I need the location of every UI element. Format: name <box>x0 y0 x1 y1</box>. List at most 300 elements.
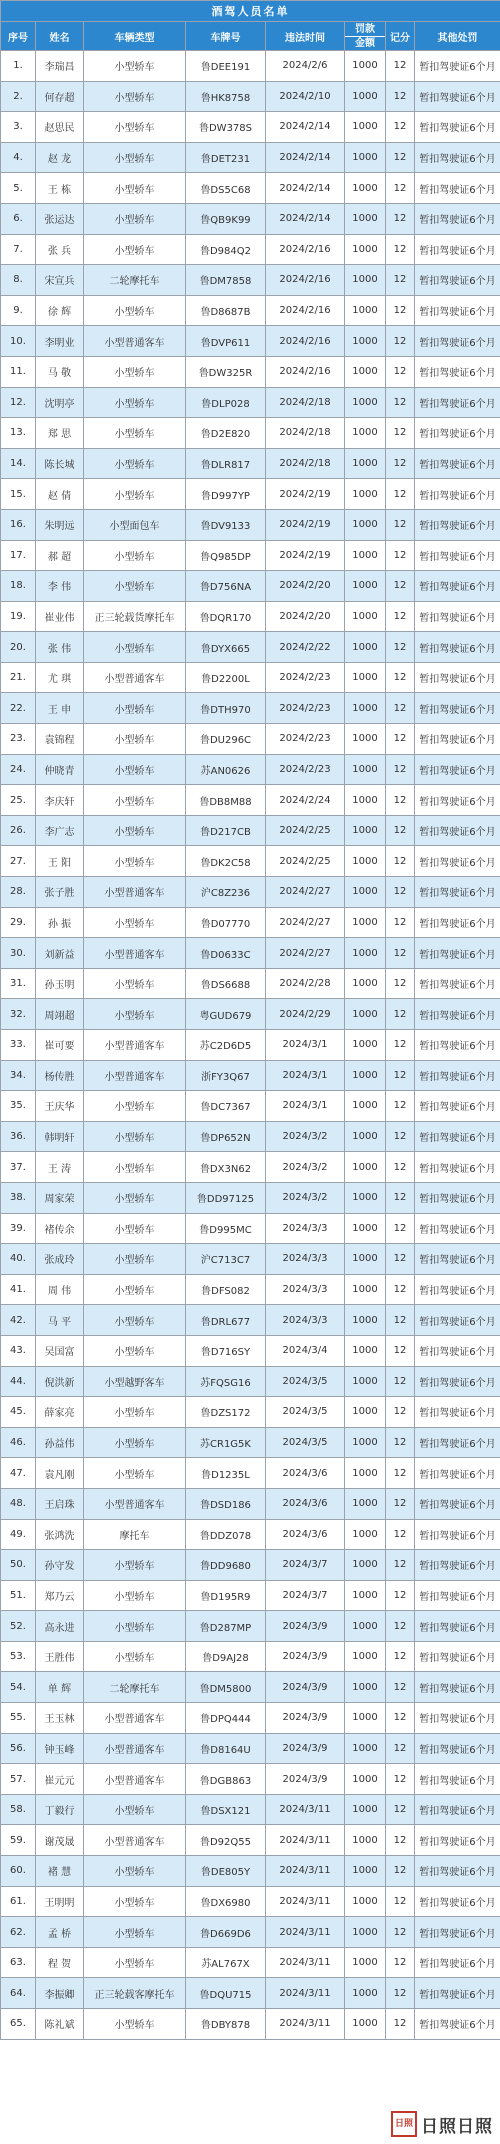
cell-vehicle-type: 小型普通客车 <box>84 1030 186 1061</box>
cell-fine: 1000 <box>345 1121 386 1152</box>
cell-plate: 鲁DC7367 <box>186 1091 266 1122</box>
cell-fine: 1000 <box>345 846 386 877</box>
table-row <box>1 1886 500 1917</box>
cell-points: 12 <box>386 1274 415 1305</box>
cell-vehicle-type: 小型轿车 <box>84 815 186 846</box>
cell-points: 12 <box>386 846 415 877</box>
cell-fine: 1000 <box>345 1060 386 1091</box>
cell-fine: 1000 <box>345 1917 386 1948</box>
cell-fine: 1000 <box>345 1580 386 1611</box>
cell-name: 宋宣兵 <box>36 265 84 296</box>
cell-other: 暂扣驾驶证6个月 <box>415 1458 500 1489</box>
cell-fine: 1000 <box>345 1611 386 1642</box>
cell-vehicle-type: 小型轿车 <box>84 1305 186 1336</box>
cell-name: 李庆轩 <box>36 785 84 816</box>
cell-no: 55. <box>1 1703 36 1734</box>
cell-fine: 1000 <box>345 1274 386 1305</box>
table-row <box>1 1672 500 1703</box>
cell-date: 2024/3/2 <box>266 1121 345 1152</box>
cell-date: 2024/3/11 <box>266 1886 345 1917</box>
header-no: 序号 <box>1 22 36 51</box>
cell-date: 2024/2/25 <box>266 846 345 877</box>
cell-no: 56. <box>1 1733 36 1764</box>
cell-other: 暂扣驾驶证6个月 <box>415 1121 500 1152</box>
cell-points: 12 <box>386 938 415 969</box>
cell-plate: 鲁D997YP <box>186 479 266 510</box>
cell-date: 2024/3/11 <box>266 1917 345 1948</box>
cell-name: 王启珠 <box>36 1488 84 1519</box>
cell-vehicle-type: 小型普通客车 <box>84 1703 186 1734</box>
cell-no: 32. <box>1 999 36 1030</box>
cell-fine: 1000 <box>345 754 386 785</box>
header-date: 违法时间 <box>266 22 345 51</box>
cell-no: 18. <box>1 571 36 602</box>
cell-other: 暂扣驾驶证6个月 <box>415 387 500 418</box>
table-row <box>1 173 500 204</box>
cell-fine: 1000 <box>345 724 386 755</box>
cell-name: 沈明亭 <box>36 387 84 418</box>
cell-fine: 1000 <box>345 571 386 602</box>
cell-plate: 鲁DS5C68 <box>186 173 266 204</box>
cell-points: 12 <box>386 1030 415 1061</box>
cell-name: 薛家亮 <box>36 1397 84 1428</box>
cell-name: 韩明轩 <box>36 1121 84 1152</box>
cell-points: 12 <box>386 1335 415 1366</box>
cell-plate: 沪C713C7 <box>186 1244 266 1275</box>
table-title: 酒驾人员名单 <box>1 1 500 22</box>
cell-plate: 鲁DD9680 <box>186 1550 266 1581</box>
cell-fine: 1000 <box>345 632 386 663</box>
cell-fine: 1000 <box>345 1397 386 1428</box>
cell-no: 53. <box>1 1641 36 1672</box>
cell-plate: 鲁DTH970 <box>186 693 266 724</box>
cell-other: 暂扣驾驶证6个月 <box>415 571 500 602</box>
cell-fine: 1000 <box>345 387 386 418</box>
table-row <box>1 968 500 999</box>
cell-plate: 鲁D716SY <box>186 1335 266 1366</box>
cell-name: 丁毅行 <box>36 1794 84 1825</box>
table-row <box>1 326 500 357</box>
cell-points: 12 <box>386 387 415 418</box>
cell-fine: 1000 <box>345 1703 386 1734</box>
cell-plate: 鲁DS6688 <box>186 968 266 999</box>
cell-no: 24. <box>1 754 36 785</box>
cell-date: 2024/3/11 <box>266 1856 345 1887</box>
cell-plate: 鲁DX6980 <box>186 1886 266 1917</box>
cell-date: 2024/2/25 <box>266 815 345 846</box>
cell-name: 郑乃云 <box>36 1580 84 1611</box>
table-row <box>1 785 500 816</box>
cell-fine: 1000 <box>345 203 386 234</box>
cell-vehicle-type: 小型越野客车 <box>84 1366 186 1397</box>
cell-other: 暂扣驾驶证6个月 <box>415 938 500 969</box>
cell-vehicle-type: 小型普通客车 <box>84 1060 186 1091</box>
cell-plate: 鲁D0633C <box>186 938 266 969</box>
cell-vehicle-type: 小型普通客车 <box>84 662 186 693</box>
cell-date: 2024/3/11 <box>266 1825 345 1856</box>
cell-date: 2024/3/9 <box>266 1611 345 1642</box>
cell-no: 41. <box>1 1274 36 1305</box>
cell-no: 39. <box>1 1213 36 1244</box>
cell-points: 12 <box>386 81 415 112</box>
cell-no: 57. <box>1 1764 36 1795</box>
cell-fine: 1000 <box>345 1488 386 1519</box>
cell-date: 2024/3/9 <box>266 1703 345 1734</box>
cell-other: 暂扣驾驶证6个月 <box>415 1794 500 1825</box>
cell-no: 36. <box>1 1121 36 1152</box>
watermark-text: 日照日照 <box>421 2116 493 2137</box>
cell-name: 张 伟 <box>36 632 84 663</box>
table-row <box>1 509 500 540</box>
cell-no: 64. <box>1 1978 36 2009</box>
cell-date: 2024/2/24 <box>266 785 345 816</box>
cell-plate: 鲁D669D6 <box>186 1917 266 1948</box>
cell-plate: 沪C8Z236 <box>186 877 266 908</box>
cell-name: 张子胜 <box>36 877 84 908</box>
cell-other: 暂扣驾驶证6个月 <box>415 1703 500 1734</box>
table-row <box>1 571 500 602</box>
table-row <box>1 1213 500 1244</box>
table-row <box>1 1335 500 1366</box>
table-row <box>1 815 500 846</box>
cell-vehicle-type: 小型普通客车 <box>84 1733 186 1764</box>
cell-name: 杨传胜 <box>36 1060 84 1091</box>
cell-name: 褚 慧 <box>36 1856 84 1887</box>
cell-points: 12 <box>386 1152 415 1183</box>
cell-name: 孙玉明 <box>36 968 84 999</box>
cell-date: 2024/2/27 <box>266 938 345 969</box>
cell-points: 12 <box>386 724 415 755</box>
cell-name: 王玉林 <box>36 1703 84 1734</box>
cell-date: 2024/3/5 <box>266 1397 345 1428</box>
cell-points: 12 <box>386 999 415 1030</box>
cell-points: 12 <box>386 1550 415 1581</box>
table-row <box>1 1152 500 1183</box>
cell-points: 12 <box>386 540 415 571</box>
cell-plate: 苏C2D6D5 <box>186 1030 266 1061</box>
header-plate: 车牌号 <box>186 22 266 51</box>
cell-vehicle-type: 小型轿车 <box>84 81 186 112</box>
cell-points: 12 <box>386 1917 415 1948</box>
cell-other: 暂扣驾驶证6个月 <box>415 1030 500 1061</box>
cell-name: 张成玲 <box>36 1244 84 1275</box>
table-row <box>1 51 500 82</box>
table-row <box>1 1458 500 1489</box>
cell-fine: 1000 <box>345 1947 386 1978</box>
cell-plate: 鲁DU296C <box>186 724 266 755</box>
cell-no: 28. <box>1 877 36 908</box>
cell-other: 暂扣驾驶证6个月 <box>415 112 500 143</box>
header-name: 姓名 <box>36 22 84 51</box>
cell-date: 2024/3/9 <box>266 1764 345 1795</box>
cell-date: 2024/2/14 <box>266 173 345 204</box>
cell-plate: 浙FY3Q67 <box>186 1060 266 1091</box>
cell-points: 12 <box>386 571 415 602</box>
cell-points: 12 <box>386 479 415 510</box>
cell-no: 42. <box>1 1305 36 1336</box>
cell-fine: 1000 <box>345 1825 386 1856</box>
cell-vehicle-type: 小型轿车 <box>84 1091 186 1122</box>
cell-no: 9. <box>1 295 36 326</box>
cell-name: 赵思民 <box>36 112 84 143</box>
cell-fine: 1000 <box>345 295 386 326</box>
cell-other: 暂扣驾驶证6个月 <box>415 142 500 173</box>
cell-points: 12 <box>386 1825 415 1856</box>
cell-points: 12 <box>386 418 415 449</box>
cell-vehicle-type: 小型轿车 <box>84 571 186 602</box>
cell-fine: 1000 <box>345 509 386 540</box>
cell-other: 暂扣驾驶证6个月 <box>415 1182 500 1213</box>
cell-plate: 鲁DW378S <box>186 112 266 143</box>
cell-vehicle-type: 小型轿车 <box>84 1335 186 1366</box>
cell-vehicle-type: 小型轿车 <box>84 1274 186 1305</box>
cell-fine: 1000 <box>345 601 386 632</box>
header-vehicle-type: 车辆类型 <box>84 22 186 51</box>
cell-date: 2024/3/7 <box>266 1580 345 1611</box>
cell-no: 49. <box>1 1519 36 1550</box>
cell-fine: 1000 <box>345 1794 386 1825</box>
cell-date: 2024/2/18 <box>266 387 345 418</box>
cell-date: 2024/3/2 <box>266 1182 345 1213</box>
cell-plate: 鲁D2200L <box>186 662 266 693</box>
table-row <box>1 1274 500 1305</box>
cell-name: 李瑞昌 <box>36 51 84 82</box>
cell-fine: 1000 <box>345 1152 386 1183</box>
cell-date: 2024/2/19 <box>266 540 345 571</box>
cell-vehicle-type: 小型轿车 <box>84 1794 186 1825</box>
cell-name: 张鸿洗 <box>36 1519 84 1550</box>
cell-other: 暂扣驾驶证6个月 <box>415 418 500 449</box>
cell-fine: 1000 <box>345 540 386 571</box>
cell-other: 暂扣驾驶证6个月 <box>415 448 500 479</box>
cell-name: 王 栋 <box>36 173 84 204</box>
cell-plate: 鲁D756NA <box>186 571 266 602</box>
cell-date: 2024/2/18 <box>266 418 345 449</box>
table-row <box>1 356 500 387</box>
cell-fine: 1000 <box>345 1856 386 1887</box>
cell-other: 暂扣驾驶证6个月 <box>415 1519 500 1550</box>
cell-vehicle-type: 小型轿车 <box>84 1427 186 1458</box>
cell-other: 暂扣驾驶证6个月 <box>415 1611 500 1642</box>
cell-plate: 鲁HK8758 <box>186 81 266 112</box>
cell-vehicle-type: 小型轿车 <box>84 2009 186 2040</box>
header-fine-top: 罚款 <box>355 23 375 35</box>
cell-fine: 1000 <box>345 1978 386 2009</box>
table-row <box>1 203 500 234</box>
table-row <box>1 1733 500 1764</box>
cell-vehicle-type: 小型轿车 <box>84 1182 186 1213</box>
cell-no: 5. <box>1 173 36 204</box>
cell-no: 48. <box>1 1488 36 1519</box>
cell-no: 10. <box>1 326 36 357</box>
cell-date: 2024/2/29 <box>266 999 345 1030</box>
cell-name: 赵 倩 <box>36 479 84 510</box>
table-row <box>1 418 500 449</box>
cell-points: 12 <box>386 1305 415 1336</box>
seal-logo: 日照 <box>391 2111 417 2137</box>
cell-vehicle-type: 正三轮载客摩托车 <box>84 1978 186 2009</box>
cell-vehicle-type: 小型轿车 <box>84 1917 186 1948</box>
cell-fine: 1000 <box>345 1519 386 1550</box>
cell-vehicle-type: 小型轿车 <box>84 1947 186 1978</box>
cell-vehicle-type: 二轮摩托车 <box>84 1672 186 1703</box>
cell-no: 35. <box>1 1091 36 1122</box>
cell-date: 2024/3/1 <box>266 1060 345 1091</box>
cell-date: 2024/2/6 <box>266 51 345 82</box>
table-row <box>1 724 500 755</box>
cell-points: 12 <box>386 1856 415 1887</box>
cell-points: 12 <box>386 1641 415 1672</box>
table-row <box>1 1366 500 1397</box>
cell-plate: 鲁DQU715 <box>186 1978 266 2009</box>
cell-name: 周 伟 <box>36 1274 84 1305</box>
cell-points: 12 <box>386 754 415 785</box>
table-row <box>1 1427 500 1458</box>
cell-points: 12 <box>386 1488 415 1519</box>
cell-fine: 1000 <box>345 142 386 173</box>
cell-plate: 苏FQSG16 <box>186 1366 266 1397</box>
table-row <box>1 1030 500 1061</box>
cell-date: 2024/3/5 <box>266 1366 345 1397</box>
cell-no: 8. <box>1 265 36 296</box>
cell-other: 暂扣驾驶证6个月 <box>415 1397 500 1428</box>
cell-vehicle-type: 小型普通客车 <box>84 938 186 969</box>
cell-other: 暂扣驾驶证6个月 <box>415 601 500 632</box>
cell-vehicle-type: 小型轿车 <box>84 1397 186 1428</box>
cell-other: 暂扣驾驶证6个月 <box>415 356 500 387</box>
cell-date: 2024/3/6 <box>266 1488 345 1519</box>
cell-vehicle-type: 小型轿车 <box>84 356 186 387</box>
cell-other: 暂扣驾驶证6个月 <box>415 203 500 234</box>
cell-name: 袁锦程 <box>36 724 84 755</box>
cell-no: 23. <box>1 724 36 755</box>
table-row <box>1 234 500 265</box>
cell-name: 何存超 <box>36 81 84 112</box>
cell-vehicle-type: 小型轿车 <box>84 234 186 265</box>
cell-fine: 1000 <box>345 1886 386 1917</box>
cell-fine: 1000 <box>345 265 386 296</box>
cell-date: 2024/3/3 <box>266 1213 345 1244</box>
cell-fine: 1000 <box>345 938 386 969</box>
cell-points: 12 <box>386 448 415 479</box>
cell-vehicle-type: 小型普通客车 <box>84 326 186 357</box>
cell-plate: 鲁DQR170 <box>186 601 266 632</box>
cell-points: 12 <box>386 1397 415 1428</box>
cell-points: 12 <box>386 1182 415 1213</box>
cell-other: 暂扣驾驶证6个月 <box>415 1764 500 1795</box>
cell-fine: 1000 <box>345 356 386 387</box>
cell-other: 暂扣驾驶证6个月 <box>415 1978 500 2009</box>
cell-points: 12 <box>386 1611 415 1642</box>
cell-date: 2024/2/20 <box>266 571 345 602</box>
cell-name: 吴国富 <box>36 1335 84 1366</box>
table-row <box>1 1978 500 2009</box>
cell-name: 朱明远 <box>36 509 84 540</box>
cell-vehicle-type: 小型轿车 <box>84 295 186 326</box>
cell-date: 2024/2/14 <box>266 112 345 143</box>
header-points: 记分 <box>386 22 415 51</box>
cell-no: 46. <box>1 1427 36 1458</box>
cell-other: 暂扣驾驶证6个月 <box>415 540 500 571</box>
cell-vehicle-type: 小型轿车 <box>84 479 186 510</box>
cell-plate: 鲁DX3N62 <box>186 1152 266 1183</box>
cell-no: 12. <box>1 387 36 418</box>
cell-plate: 鲁D984Q2 <box>186 234 266 265</box>
cell-points: 12 <box>386 1060 415 1091</box>
cell-points: 12 <box>386 1121 415 1152</box>
cell-date: 2024/2/16 <box>266 326 345 357</box>
cell-no: 20. <box>1 632 36 663</box>
cell-no: 1. <box>1 51 36 82</box>
cell-fine: 1000 <box>345 1764 386 1795</box>
cell-date: 2024/3/11 <box>266 1794 345 1825</box>
cell-name: 王 涛 <box>36 1152 84 1183</box>
cell-other: 暂扣驾驶证6个月 <box>415 509 500 540</box>
cell-vehicle-type: 小型轿车 <box>84 1550 186 1581</box>
cell-date: 2024/2/16 <box>266 234 345 265</box>
table-row <box>1 601 500 632</box>
cell-no: 4. <box>1 142 36 173</box>
table-row <box>1 754 500 785</box>
cell-points: 12 <box>386 877 415 908</box>
cell-points: 12 <box>386 1244 415 1275</box>
table-body <box>1 51 500 2040</box>
cell-date: 2024/2/16 <box>266 295 345 326</box>
cell-other: 暂扣驾驶证6个月 <box>415 326 500 357</box>
cell-name: 李广志 <box>36 815 84 846</box>
cell-points: 12 <box>386 1580 415 1611</box>
cell-name: 周家荣 <box>36 1182 84 1213</box>
cell-other: 暂扣驾驶证6个月 <box>415 815 500 846</box>
cell-points: 12 <box>386 1947 415 1978</box>
cell-vehicle-type: 小型轿车 <box>84 907 186 938</box>
cell-name: 孙 振 <box>36 907 84 938</box>
cell-date: 2024/2/18 <box>266 448 345 479</box>
cell-no: 62. <box>1 1917 36 1948</box>
cell-name: 谢茂晟 <box>36 1825 84 1856</box>
cell-other: 暂扣驾驶证6个月 <box>415 1641 500 1672</box>
cell-no: 45. <box>1 1397 36 1428</box>
cell-plate: 鲁DW325R <box>186 356 266 387</box>
cell-name: 马 平 <box>36 1305 84 1336</box>
cell-vehicle-type: 小型轿车 <box>84 540 186 571</box>
cell-date: 2024/2/20 <box>266 601 345 632</box>
cell-points: 12 <box>386 173 415 204</box>
cell-vehicle-type: 小型轿车 <box>84 1458 186 1489</box>
cell-plate: 鲁DET231 <box>186 142 266 173</box>
cell-name: 李 伟 <box>36 571 84 602</box>
cell-plate: 鲁DSD186 <box>186 1488 266 1519</box>
cell-other: 暂扣驾驶证6个月 <box>415 1091 500 1122</box>
cell-date: 2024/2/14 <box>266 203 345 234</box>
cell-points: 12 <box>386 356 415 387</box>
cell-points: 12 <box>386 1978 415 2009</box>
cell-fine: 1000 <box>345 1550 386 1581</box>
cell-plate: 鲁D8687B <box>186 295 266 326</box>
cell-name: 张 兵 <box>36 234 84 265</box>
cell-other: 暂扣驾驶证6个月 <box>415 234 500 265</box>
table-row <box>1 1060 500 1091</box>
table-row <box>1 448 500 479</box>
cell-no: 21. <box>1 662 36 693</box>
table-row <box>1 1550 500 1581</box>
cell-other: 暂扣驾驶证6个月 <box>415 1213 500 1244</box>
cell-points: 12 <box>386 1213 415 1244</box>
cell-date: 2024/3/3 <box>266 1274 345 1305</box>
cell-date: 2024/3/4 <box>266 1335 345 1366</box>
cell-fine: 1000 <box>345 662 386 693</box>
cell-plate: 鲁DM7858 <box>186 265 266 296</box>
